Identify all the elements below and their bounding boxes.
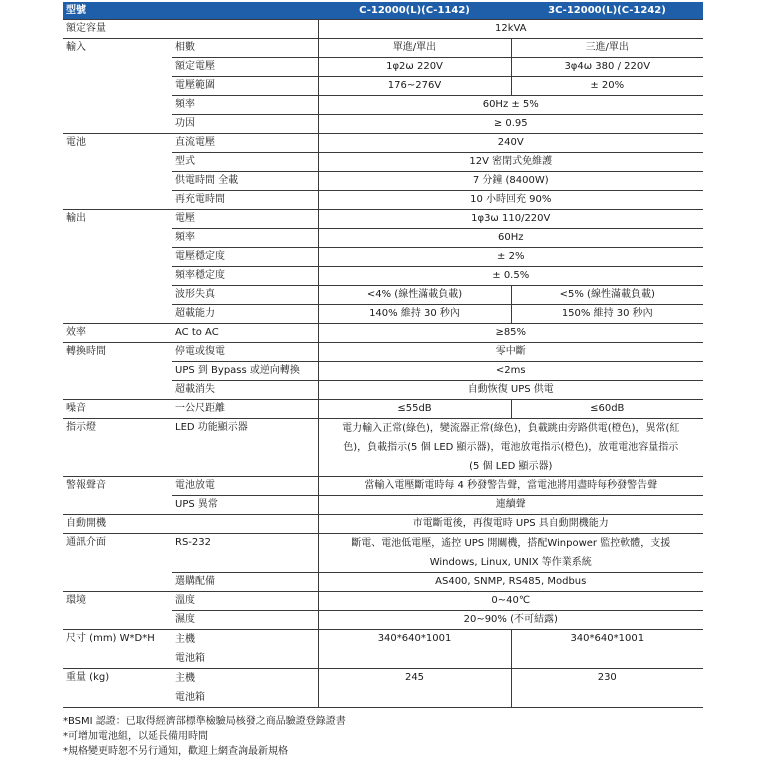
footnote: *規格變更時恕不另行通知，歡迎上網查詢最新規格 [63, 746, 288, 757]
cell-value: 1φ3ω 110/220V [318, 210, 703, 229]
cell-value: 12kVA [318, 20, 703, 39]
item-label: 主機 [175, 634, 195, 645]
item-label: UPS 到 Bypass 或逆向轉換 [172, 362, 318, 381]
item-label: LED 功能顯示器 [172, 419, 318, 477]
table-row [63, 630, 703, 669]
table-row [63, 39, 703, 58]
item-label: 一公尺距離 [172, 400, 318, 419]
item-label: 額定電壓 [172, 58, 318, 77]
cell-value: ± 2% [318, 248, 703, 267]
item-label: UPS 異常 [172, 496, 318, 515]
cell-value: 3φ4ω 380 / 220V [511, 58, 703, 77]
cell-value: 230 [511, 669, 703, 708]
cell-value: 0~40℃ [318, 592, 703, 611]
cell-value: 60Hz [318, 229, 703, 248]
item-label: 電壓 [172, 210, 318, 229]
category-label: 輸出 [66, 213, 86, 224]
cell-value: <4% (線性滿載負載) [318, 286, 511, 305]
category-label: 尺寸 (mm) W*D*H [63, 630, 172, 669]
table-row [63, 153, 703, 172]
table-row [63, 573, 703, 592]
cell-value: <2ms [318, 362, 703, 381]
item-label: 波形失真 [172, 286, 318, 305]
cell-value: 150% 維持 30 秒內 [511, 305, 703, 324]
spec-table [63, 2, 703, 708]
table-row [63, 172, 703, 191]
cell-value: 176~276V [318, 77, 511, 96]
category-label: 自動開機 [63, 515, 318, 534]
cell-value-line: 色)，負載指示(5 個 LED 顯示器)，電池放電指示(橙色)，放電電池容量指示 [343, 442, 679, 453]
table-row [63, 419, 703, 477]
item-label: 溫度 [172, 592, 318, 611]
table-row [63, 191, 703, 210]
item-label: 頻率 [172, 229, 318, 248]
table-row [63, 362, 703, 381]
table-row [63, 515, 703, 534]
cell-value: 零中斷 [318, 343, 703, 362]
cell-value: 12V 密閉式免維護 [318, 153, 703, 172]
item-label: 供電時間 全載 [172, 172, 318, 191]
table-row [63, 496, 703, 515]
cell-value-line: Windows, Linux, UNIX 等作業系統 [429, 557, 592, 568]
cell-value: 市電斷電後，再復電時 UPS 具自動開機能力 [318, 515, 703, 534]
table-header [63, 2, 703, 20]
category-label: 警報聲音 [66, 480, 106, 491]
table-row [63, 534, 703, 573]
table-row [63, 477, 703, 496]
item-label: 電池放電 [172, 477, 318, 496]
table-row [63, 115, 703, 134]
cell-value: ≤55dB [318, 400, 511, 419]
category-label: 通訊介面 [66, 537, 106, 548]
table-row [63, 592, 703, 611]
category-label: 額定容量 [63, 20, 318, 39]
cell-value: 140% 維持 30 秒內 [318, 305, 511, 324]
item-label: 電壓範圍 [172, 77, 318, 96]
table-row [63, 96, 703, 115]
cell-value: 1φ2ω 220V [318, 58, 511, 77]
table-row [63, 324, 703, 343]
item-label: 選購配備 [172, 573, 318, 592]
item-label: 再充電時間 [172, 191, 318, 210]
category-label: 電池 [66, 137, 86, 148]
cell-value: 7 分鐘 (8400W) [318, 172, 703, 191]
cell-value: 245 [318, 669, 511, 708]
cell-value: 10 小時回充 90% [318, 191, 703, 210]
table-row [63, 134, 703, 153]
table-row [63, 229, 703, 248]
category-label: 重量 (kg) [63, 669, 172, 708]
item-label: 頻率 [172, 96, 318, 115]
cell-value: ≥85% [318, 324, 703, 343]
footnote: *可增加電池組，以延長備用時間 [63, 731, 208, 742]
table-row [63, 381, 703, 400]
category-label: 噪音 [63, 400, 172, 419]
cell-value: 連續聲 [318, 496, 703, 515]
cell-value: 240V [318, 134, 703, 153]
table-row [63, 210, 703, 229]
cell-value: <5% (線性滿載負載) [511, 286, 703, 305]
item-label: 電壓穩定度 [172, 248, 318, 267]
cell-value: 340*640*1001 [511, 630, 703, 669]
cell-value-line: (5 個 LED 顯示器) [469, 461, 553, 472]
table-row [63, 248, 703, 267]
footnote: *BSMI 認證：已取得經濟部標準檢驗局核發之商品驗證登錄證書 [63, 716, 346, 727]
cell-value: 單進/單出 [318, 39, 511, 58]
cell-value: 60Hz ± 5% [318, 96, 703, 115]
cell-value: 20~90% (不可結露) [318, 611, 703, 630]
item-label: 電池箱 [175, 653, 205, 664]
category-label: 轉換時間 [66, 346, 106, 357]
cell-value: ± 0.5% [318, 267, 703, 286]
item-label: 主機 [175, 673, 195, 684]
table-row [63, 400, 703, 419]
table-row [63, 267, 703, 286]
cell-value: ± 20% [511, 77, 703, 96]
cell-value-line: 斷電、電池低電壓，遙控 UPS 開關機，搭配Winpower 監控軟體，支援 [351, 538, 671, 549]
item-label: 型式 [172, 153, 318, 172]
item-label: 功因 [172, 115, 318, 134]
item-label: 直流電壓 [172, 134, 318, 153]
item-label: 電池箱 [175, 692, 205, 703]
category-label: 環境 [66, 595, 86, 606]
cell-value: 340*640*1001 [318, 630, 511, 669]
table-row [63, 286, 703, 305]
item-label: 超載消失 [172, 381, 318, 400]
table-row [63, 611, 703, 630]
item-label: AC to AC [172, 324, 318, 343]
item-label: 停電或復電 [172, 343, 318, 362]
footnotes [63, 714, 703, 759]
cell-value: AS400, SNMP, RS485, Modbus [318, 573, 703, 592]
category-label: 指示燈 [63, 419, 172, 477]
model-b: 3C-12000(L)(C-1242) [511, 2, 703, 20]
cell-value: 當輸入電壓斷電時每 4 秒發警告聲，當電池將用盡時每秒發警告聲 [318, 477, 703, 496]
item-label: RS-232 [172, 534, 318, 573]
table-row [63, 77, 703, 96]
category-label: 效率 [63, 324, 172, 343]
table-row [63, 20, 703, 39]
category-label: 輸入 [66, 42, 86, 53]
cell-value: 自動恢復 UPS 供電 [318, 381, 703, 400]
item-label: 濕度 [172, 611, 318, 630]
item-label: 超載能力 [172, 305, 318, 324]
item-label: 頻率穩定度 [172, 267, 318, 286]
model-label: 型號 [63, 2, 318, 20]
table-row [63, 343, 703, 362]
cell-value: 三進/單出 [511, 39, 703, 58]
model-a: C-12000(L)(C-1142) [318, 2, 511, 20]
item-label: 相數 [172, 39, 318, 58]
table-row [63, 669, 703, 708]
table-row [63, 305, 703, 324]
cell-value: ≤60dB [511, 400, 703, 419]
cell-value-line: 電力輸入正常(綠色)，變流器正常(綠色)，負載跳由旁路供電(橙色)，異常(紅 [342, 423, 680, 434]
cell-value: ≥ 0.95 [318, 115, 703, 134]
table-row [63, 58, 703, 77]
